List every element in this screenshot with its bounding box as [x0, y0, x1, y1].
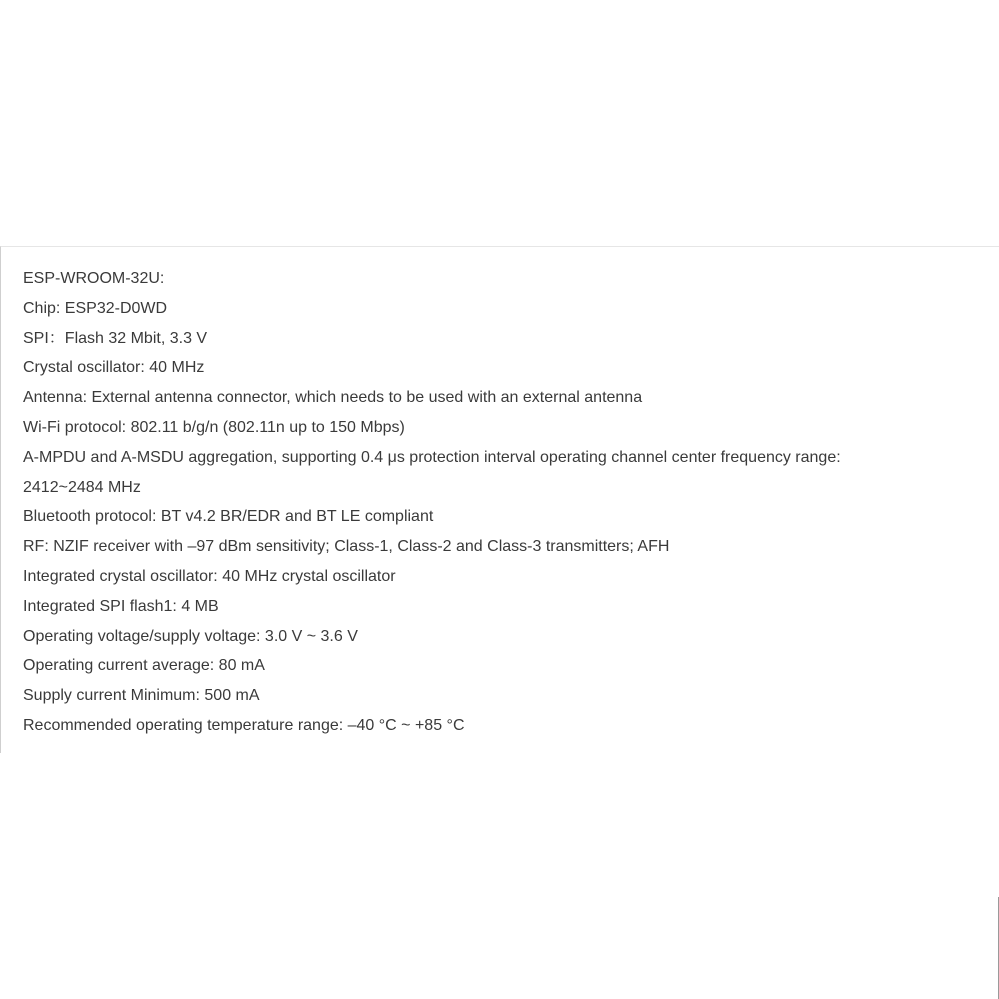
spec-line-integrated-crystal: Integrated crystal oscillator: 40 MHz crystal oscillator [23, 567, 396, 585]
spec-line-bluetooth: Bluetooth protocol: BT v4.2 BR/EDR and BT LE compliant [23, 508, 434, 526]
spec-line-rf: RF: NZIF receiver with –97 dBm sensitivity; Class-1, Class-2 and Class-3 transmitters; AFH [23, 538, 670, 556]
spec-line-temperature: Recommended operating temperature range: –40 °C ~ +85 °C [23, 716, 465, 734]
spec-line-antenna: Antenna: External antenna connector, which needs to be used with an external antenna [23, 389, 643, 407]
spec-line-crystal: Crystal oscillator: 40 MHz [23, 359, 205, 377]
spec-line-current-average: Operating current average: 80 mA [23, 657, 265, 675]
spec-line-wifi: Wi-Fi protocol: 802.11 b/g/n (802.11n up to 150 Mbps) [23, 418, 405, 436]
spec-line-supply-current: Supply current Minimum: 500 mA [23, 687, 260, 705]
spec-line-model: ESP-WROOM-32U: [23, 270, 165, 287]
spec-line-spi: SPI：Flash 32 Mbit, 3.3 V [23, 329, 208, 347]
spec-line-frequency: 2412~2484 MHz [23, 478, 141, 496]
spec-line-chip: Chip: ESP32-D0WD [23, 299, 168, 317]
spec-panel [0, 246, 999, 753]
spec-line-aggregation: A-MPDU and A-MSDU aggregation, supporting 0.4 μs protection interval operating channel center frequency range: [23, 448, 841, 466]
spec-line-spi-flash: Integrated SPI flash1: 4 MB [23, 597, 219, 615]
spec-list [23, 264, 963, 741]
spec-line-voltage: Operating voltage/supply voltage: 3.0 V ~ 3.6 V [23, 627, 358, 645]
